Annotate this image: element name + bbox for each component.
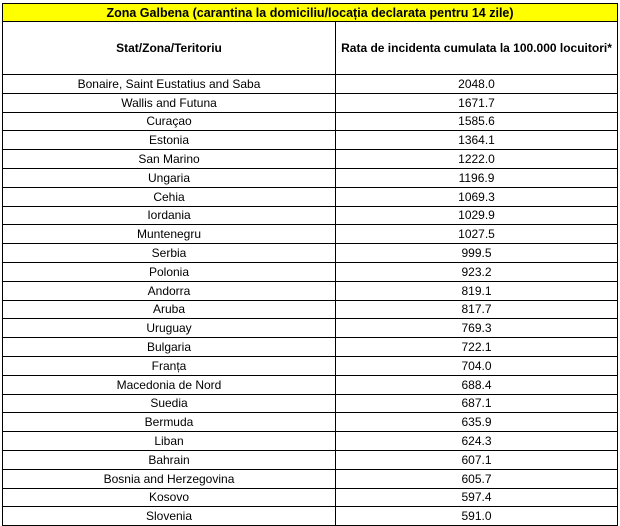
table-row [3, 450, 618, 469]
rate-cell: 605.7 [336, 469, 618, 488]
table-row [3, 375, 618, 394]
country-cell: Bahrain [3, 450, 336, 469]
country-cell: Slovenia [3, 507, 336, 526]
country-cell: Serbia [3, 244, 336, 263]
table-row [3, 469, 618, 488]
table-row [3, 168, 618, 187]
rate-cell: 1585.6 [336, 112, 618, 131]
table-row [3, 413, 618, 432]
rate-column-header: Rata de incidenta cumulata la 100.000 locuitori* [336, 22, 618, 75]
country-cell: Franța [3, 356, 336, 375]
table-row [3, 432, 618, 451]
table-row [3, 93, 618, 112]
rate-cell: 591.0 [336, 507, 618, 526]
table-row [3, 281, 618, 300]
table-row [3, 338, 618, 357]
table-row [3, 488, 618, 507]
country-cell: Kosovo [3, 488, 336, 507]
country-cell: Estonia [3, 131, 336, 150]
country-cell: Suedia [3, 394, 336, 413]
rate-cell: 1222.0 [336, 150, 618, 169]
country-cell: Ungaria [3, 168, 336, 187]
rate-cell: 635.9 [336, 413, 618, 432]
rate-cell: 624.3 [336, 432, 618, 451]
country-cell: Cehia [3, 187, 336, 206]
table-row [3, 187, 618, 206]
country-cell: Macedonia de Nord [3, 375, 336, 394]
rate-cell: 923.2 [336, 262, 618, 281]
table-row [3, 131, 618, 150]
country-cell: Liban [3, 432, 336, 451]
country-cell: Polonia [3, 262, 336, 281]
table-row [3, 225, 618, 244]
rate-cell: 722.1 [336, 338, 618, 357]
country-cell: Iordania [3, 206, 336, 225]
header-row [3, 22, 618, 75]
rate-cell: 999.5 [336, 244, 618, 263]
rate-cell: 769.3 [336, 319, 618, 338]
rate-cell: 597.4 [336, 488, 618, 507]
rate-cell: 1027.5 [336, 225, 618, 244]
table-row [3, 112, 618, 131]
zone-title-row [3, 4, 618, 22]
rate-cell: 819.1 [336, 281, 618, 300]
country-cell: Bosnia and Herzegovina [3, 469, 336, 488]
rate-cell: 1069.3 [336, 187, 618, 206]
yellow-zone-table [2, 3, 618, 526]
rate-cell: 687.1 [336, 394, 618, 413]
rate-cell: 1196.9 [336, 168, 618, 187]
table-row [3, 300, 618, 319]
yellow-zone-table-container [2, 3, 617, 526]
country-column-header: Stat/Zona/Teritoriu [3, 22, 336, 75]
country-cell: Aruba [3, 300, 336, 319]
table-row [3, 206, 618, 225]
table-row [3, 75, 618, 94]
table-row [3, 394, 618, 413]
country-cell: Andorra [3, 281, 336, 300]
country-cell: Bermuda [3, 413, 336, 432]
rate-cell: 688.4 [336, 375, 618, 394]
table-row [3, 150, 618, 169]
rate-cell: 2048.0 [336, 75, 618, 94]
country-cell: Uruguay [3, 319, 336, 338]
rate-cell: 1029.9 [336, 206, 618, 225]
rate-cell: 1364.1 [336, 131, 618, 150]
country-cell: Bulgaria [3, 338, 336, 357]
country-cell: San Marino [3, 150, 336, 169]
country-cell: Wallis and Futuna [3, 93, 336, 112]
rate-cell: 817.7 [336, 300, 618, 319]
table-body [3, 75, 618, 526]
table-row [3, 356, 618, 375]
table-row [3, 319, 618, 338]
rate-cell: 704.0 [336, 356, 618, 375]
table-row [3, 507, 618, 526]
rate-cell: 1671.7 [336, 93, 618, 112]
country-cell: Bonaire, Saint Eustatius and Saba [3, 75, 336, 94]
zone-title: Zona Galbena (carantina la domiciliu/locația declarata pentru 14 zile) [3, 4, 618, 22]
country-cell: Curaçao [3, 112, 336, 131]
table-row [3, 262, 618, 281]
rate-cell: 607.1 [336, 450, 618, 469]
country-cell: Muntenegru [3, 225, 336, 244]
table-row [3, 244, 618, 263]
